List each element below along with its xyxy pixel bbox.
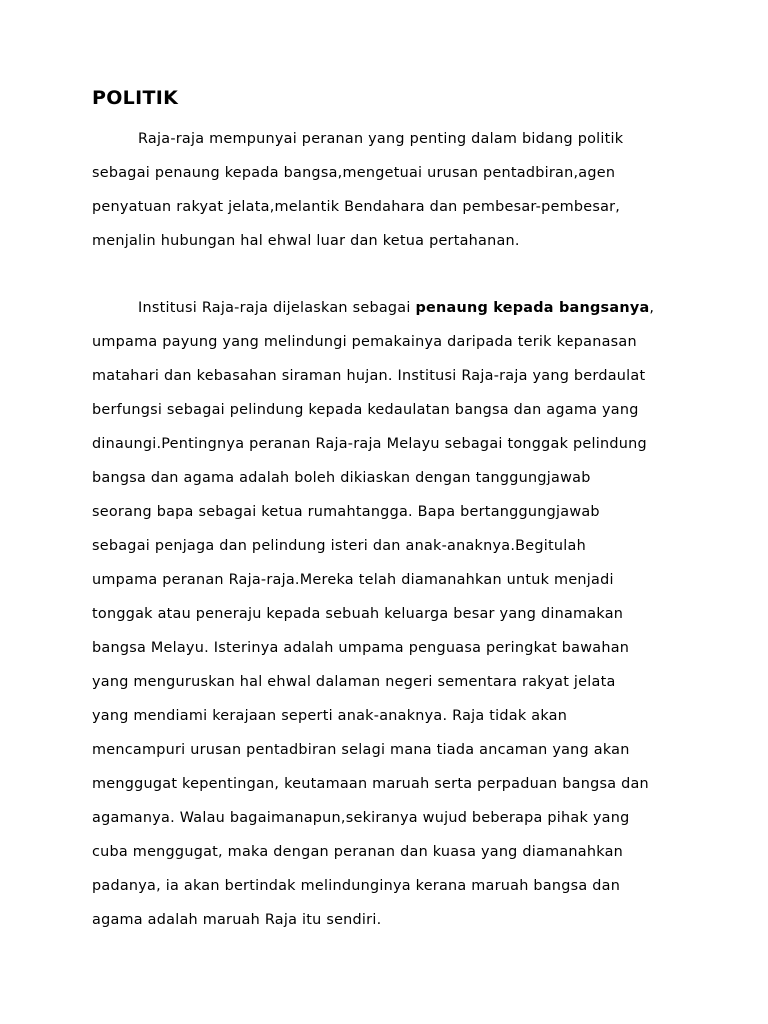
paragraph-2-line: agama adalah maruah Raja itu sendiri. xyxy=(92,912,382,928)
paragraph-2-line: padanya, ia akan bertindak melindunginya kerana maruah bangsa dan xyxy=(92,878,621,894)
paragraph-2-line: dinaungi.Pentingnya peranan Raja-raja Melayu sebagai tonggak pelindung xyxy=(92,436,647,452)
paragraph-2-line: agamanya. Walau bagaimanapun,sekiranya wujud beberapa pihak yang xyxy=(92,810,630,826)
paragraph-2-lead-text: Institusi Raja-raja dijelaskan sebagai xyxy=(138,300,416,316)
paragraph-2-line: mencampuri urusan pentadbiran selagi mana tiada ancaman yang akan xyxy=(92,742,630,758)
paragraph-1-line: sebagai penaung kepada bangsa,mengetuai urusan pentadbiran,agen xyxy=(92,165,616,181)
paragraph-2 xyxy=(92,291,692,937)
paragraph-2-line: yang mendiami kerajaan seperti anak-anaknya. Raja tidak akan xyxy=(92,708,568,724)
paragraph-1-line: menjalin hubungan hal ehwal luar dan ketua pertahanan. xyxy=(92,233,520,249)
paragraph-1 xyxy=(92,122,692,258)
paragraph-2-line: seorang bapa sebagai ketua rumahtangga. Bapa bertanggungjawab xyxy=(92,504,600,520)
paragraph-2-line: menggugat kepentingan, keutamaan maruah serta perpaduan bangsa dan xyxy=(92,776,649,792)
paragraph-2-first-line xyxy=(92,291,692,325)
paragraph-2-line: bangsa Melayu. Isterinya adalah umpama penguasa peringkat bawahan xyxy=(92,640,630,656)
paragraph-2-lead-punct: , xyxy=(649,300,655,316)
paragraph-2-line: umpama payung yang melindungi pemakainya daripada terik kepanasan xyxy=(92,334,637,350)
paragraph-2-line: bangsa dan agama adalah boleh dikiaskan dengan tanggungjawab xyxy=(92,470,591,486)
paragraph-1-line: penyatuan rakyat jelata,melantik Bendahara dan pembesar-pembesar, xyxy=(92,199,621,215)
paragraph-2-line: yang menguruskan hal ehwal dalaman negeri sementara rakyat jelata xyxy=(92,674,616,690)
section-heading: POLITIK xyxy=(92,87,179,109)
paragraph-1-line: Raja-raja mempunyai peranan yang penting dalam bidang politik xyxy=(138,131,624,147)
paragraph-2-line: umpama peranan Raja-raja.Mereka telah diamanahkan untuk menjadi xyxy=(92,572,614,588)
emphasis-text: penaung kepada bangsanya xyxy=(415,300,650,316)
paragraph-2-line: tonggak atau peneraju kepada sebuah keluarga besar yang dinamakan xyxy=(92,606,624,622)
paragraph-2-line: matahari dan kebasahan siraman hujan. Institusi Raja-raja yang berdaulat xyxy=(92,368,646,384)
paragraph-2-line: berfungsi sebagai pelindung kepada kedaulatan bangsa dan agama yang xyxy=(92,402,639,418)
paragraph-2-line: cuba menggugat, maka dengan peranan dan kuasa yang diamanahkan xyxy=(92,844,624,860)
paragraph-2-line: sebagai penjaga dan pelindung isteri dan anak-anaknya.Begitulah xyxy=(92,538,586,554)
